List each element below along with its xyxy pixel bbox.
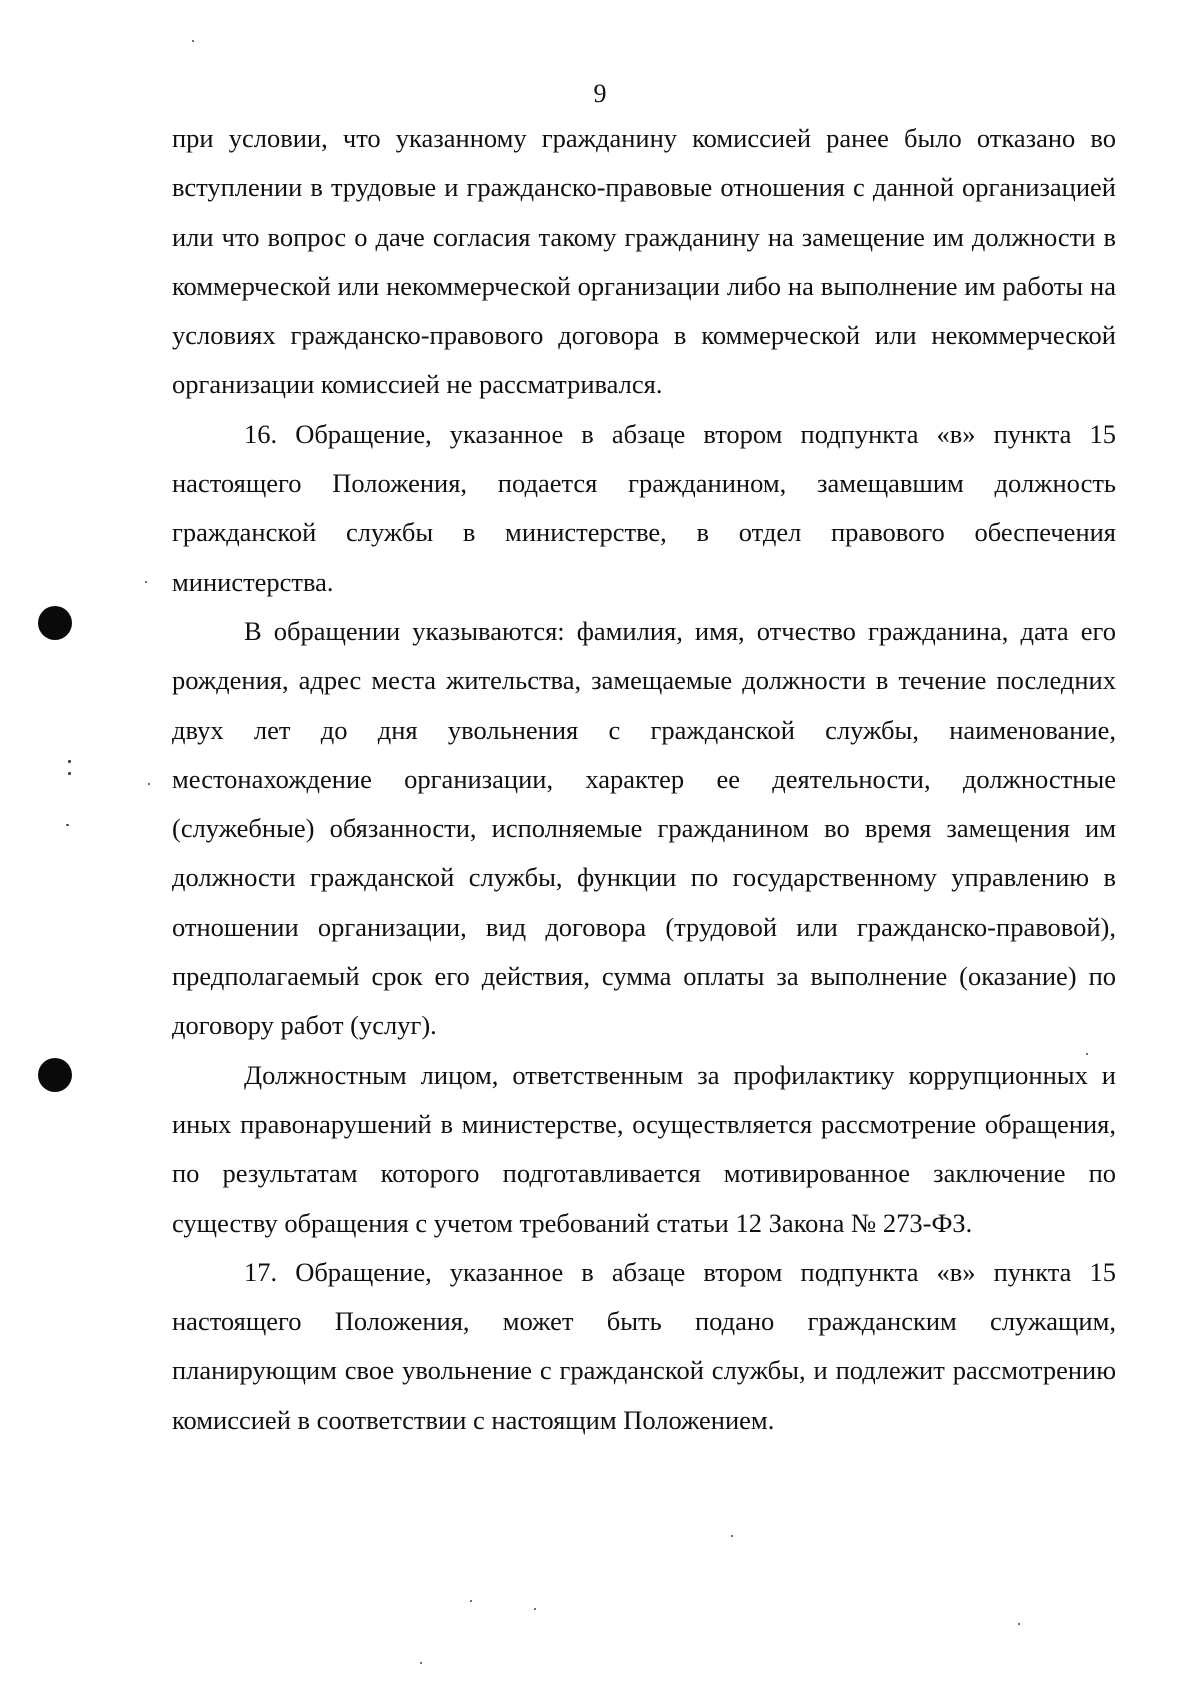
paragraph-appeal-contents: В обращении указываются: фамилия, имя, отчество гражданина, дата его рождения, адрес места жительства, замещаемые должности в течение последних двух лет до дня увольнения с гражданской службы, наименование, местонахождение организации, характер ее деятельности, должностные (служебные) обязанности, исполняемые гражданином во время замещения им должности гражданской службы, функции по государственному управлению в отношении организации, вид договора (трудовой или гражданско-правовой), предполагаемый срок его действия, сумма оплаты за выполнение (оказание) по договору работ (услуг). [172, 615, 1116, 1041]
scan-speck [1086, 1053, 1088, 1055]
scan-speck [731, 1535, 733, 1537]
paragraph-appeal-review: Должностным лицом, ответственным за профилактику коррупционных и иных правонарушений в министерстве, осуществляется рассмотрение обращения, по результатам которого подготавливается мотивированное заключение по существу обращения с учетом требований статьи 12 Закона № 273-ФЗ. [172, 1059, 1116, 1238]
scan-speck [534, 1608, 536, 1610]
scan-speck [470, 1600, 472, 1602]
punch-hole-upper [38, 606, 72, 640]
scan-speck [68, 760, 71, 763]
scan-speck [66, 824, 69, 826]
paragraph-continuation: при условии, что указанному гражданину комиссией ранее было отказано во вступлении в трудовые и гражданско-правовые отношения с данной организацией или что вопрос о даче согласия такому гражданину на замещение им должности в коммерческой или некоммерческой организации либо на выполнение им работы на условиях гражданско-правового договора в коммерческой или некоммерческой организации комиссией не рассматривался. [172, 123, 1116, 400]
paragraph-item-16: 16. Обращение, указанное в абзаце втором подпункта «в» пункта 15 настоящего Положения, подается гражданином, замещавшим должность гражданской службы в министерстве, в отдел правового обеспечения министерства. [172, 418, 1116, 597]
page-number: 9 [593, 79, 607, 108]
scan-speck [420, 1662, 422, 1664]
scan-speck [145, 581, 147, 583]
scan-speck [192, 40, 194, 42]
scan-speck [1018, 1623, 1020, 1625]
scan-speck [148, 783, 150, 785]
document-body [172, 114, 1116, 1445]
punch-hole-lower [38, 1058, 72, 1092]
scan-speck [68, 772, 71, 775]
paragraph-item-17: 17. Обращение, указанное в абзаце втором подпункта «в» пункта 15 настоящего Положения, может быть подано гражданским служащим, планирующим свое увольнение с гражданской службы, и подлежит рассмотрению комиссией в соответствии с настоящим Положением. [172, 1256, 1116, 1435]
